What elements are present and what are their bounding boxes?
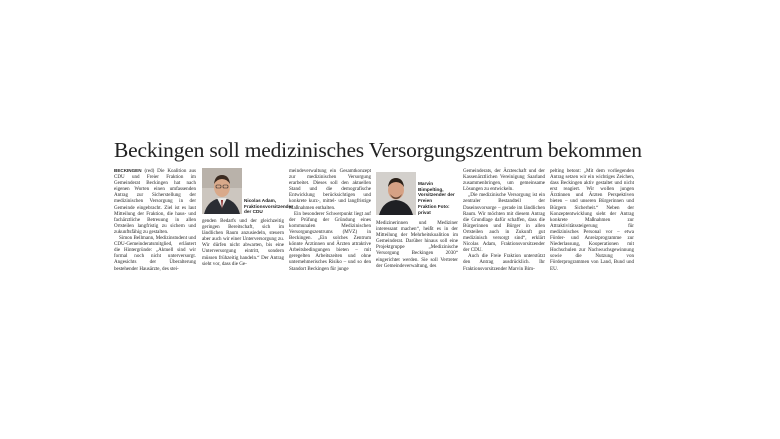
article-column-5	[463, 168, 545, 272]
article-column-2	[202, 218, 284, 267]
portrait-photo-marvin-bimpelting	[376, 172, 416, 215]
paragraph: BECKINGEN (red) Die Koalition aus CDU und Freier Fraktion im Gemeinderat Beckingen hat nach eigenen Worten einen umfassenden Antrag zur Sicherstellung der medizinischen Versorgung in der Gemeinde eingebracht. Ziel ist es laut Mitteilung der Fraktion, die haus- und fachärztliche Betreuung in allen Ortsteilen langfristig zu sichern und zukunftsfähig zu gestalten.	[114, 168, 197, 235]
photo-caption-2: Marvin Bimpelting, Vorsitzender der Freien Fraktion Foto: privat	[418, 181, 455, 215]
paragraph: genden Bedarfs und der gleichzeitig geringen Bereitschaft, sich im ländlichen Raum anzusiedeln, steuern aber auch wir einer Unterversorgung zu. Wir dürfen nicht abwarten, bis eine Unterversorgung eintritt, sondern müssen frühzeitig handeln.“ Der Antrag sieht vor, dass die Ge-	[202, 218, 284, 267]
paragraph: Medizinerinnen und Mediziner interessant machen“, heißt es in der Mitteilung der Mehrheitskoalition im Gemeinderat. Darüber hinaus soll eine Projektgruppe „Medizinische Versorgung Beckingen 2030“ eingerichtet werden. Sie soll Vertreter der Gemeindeverwaltung, des	[376, 220, 458, 269]
paragraph: Ein besonderer Schwerpunkt liegt auf der Prüfung der Gründung eines kommunalen Medizinischen Versorgungszentrums (MVZ) in Beckingen. „Ein solches Zentrum könnte Ärztinnen und Ärzten attraktive Arbeitsbedingungen bieten – mit geregelten Arbeitszeiten und ohne unternehmerisches Risiko – und so den Standort Beckingen für junge	[289, 210, 371, 272]
article-headline: Beckingen soll medizinisches Versorgungszentrum bekommen	[114, 138, 642, 162]
portrait-photo-nicolas-adam	[202, 168, 242, 214]
portrait-image	[376, 172, 416, 215]
photo-caption-1: Nicolas Adam, Fraktionsvorsitzender der CDU	[244, 198, 293, 215]
article-column-4	[376, 220, 458, 269]
paragraph: Auch die Freie Fraktion unterstützt den Antrag ausdrücklich. Ihr Fraktionsvorsitzender Marvin Bim-	[463, 253, 545, 272]
paragraph: meindeverwaltung ein Gesamtkonzept zur medizinischen Versorgung erarbeitet. Dieses soll den aktuellen Stand und die demografische Entwicklung berücksichtigen und konkrete kurz-, mittel- und langfristige Maßnahmen enthalten.	[289, 168, 371, 211]
paragraph: pelting betont: „Mit dem vorliegenden Antrag setzen wir ein wichtiges Zeichen, dass Beckingen aktiv gestaltet und nicht erst reagiert. Wir wollen jungen Ärztinnen und Ärzten Perspektiven bieten – und unseren Bürgerinnen und Bürgern Sicherheit.“ Neben der Konzeptentwicklung sieht der Antrag konkrete Maßnahmen zur Attraktivitätssteigerung für medizinisches Personal vor – etwa Förder- und Anreizprogramme zur Niederlassung, Kooperationen mit Hochschulen zur Nachwuchsgewinnung sowie die Nutzung von Förderprogrammen von Land, Bund und EU.	[550, 168, 634, 272]
article-column-1	[114, 168, 196, 272]
paragraph: Simon Bellmann, Medizinstudent und CDU-Gemeinderatsmitglied, erläutert die Hintergründe: „Aktuell sind wir formal noch nicht unterversorgt. Angesichts der Überalterung bestehender Hausärzte, des stei-	[114, 235, 196, 272]
paragraph: „Die medizinische Versorgung ist ein zentraler Bestandteil der Daseinsvorsorge – gerade im ländlichen Raum. Wir möchten mit diesem Antrag die Grundlage dafür schaffen, dass die Bürgerinnen und Bürger in allen Ortsteilen auch in Zukunft gut medizinisch versorgt sind“, erklärt Nicolas Adam, Fraktionsvorsitzender der CDU.	[463, 192, 545, 254]
paragraph: Gemeinderats, der Ärzteschaft und der Kassenärztlichen Vereinigung Saarland zusammenbringen, um gemeinsame Lösungen zu entwickeln.	[463, 168, 545, 193]
article-column-6	[550, 168, 634, 272]
portrait-image	[202, 168, 242, 214]
article-column-3	[289, 168, 371, 272]
dateline: BECKINGEN	[114, 168, 142, 173]
